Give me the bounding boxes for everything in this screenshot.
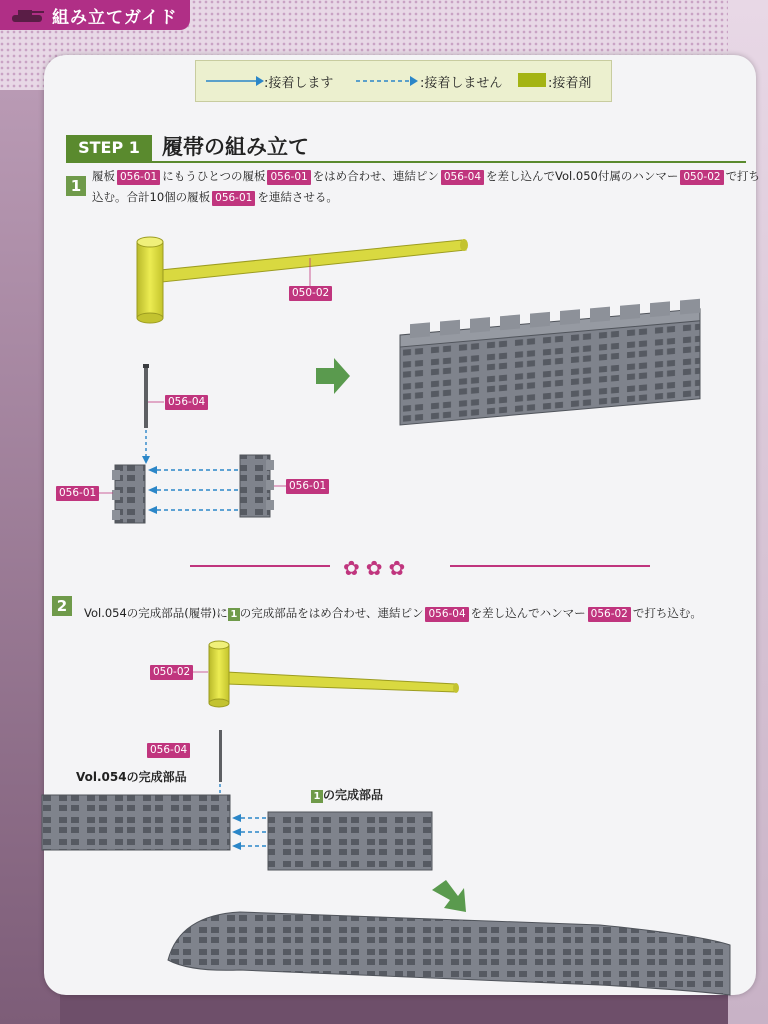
step-title: 履帯の組み立て bbox=[162, 135, 309, 159]
part-tag: 056-04 bbox=[441, 170, 484, 185]
text-segment: の完成部品をはめ合わせ、連結ピン bbox=[239, 606, 424, 620]
text-segment: Vol.054の完成部品(履帯)に bbox=[84, 606, 228, 620]
text-segment: 込む。合計10個の履板 bbox=[92, 190, 211, 204]
vol054-track-illustration bbox=[42, 795, 230, 850]
pin-2-illustration bbox=[216, 730, 224, 803]
final-track-illustration bbox=[168, 912, 730, 995]
text-segment: を差し込んでVol.050付属のハンマー bbox=[486, 169, 679, 183]
legend-glued: :接着します bbox=[264, 76, 334, 91]
instruction-2-number: 2 bbox=[52, 596, 72, 616]
instruction-2-line bbox=[84, 605, 702, 622]
component-label-step1 bbox=[311, 786, 383, 803]
insert-arrowheads bbox=[232, 814, 241, 850]
component-label-vol054: Vol.054の完成部品 bbox=[76, 770, 187, 784]
insert-arrows bbox=[240, 818, 266, 846]
part-tag: 056-02 bbox=[588, 607, 631, 622]
track-link-left-illustration bbox=[95, 465, 145, 523]
track-link-right-illustration bbox=[240, 455, 286, 517]
part-tag: 056-01 bbox=[267, 170, 310, 185]
header-title: 組み立てガイド bbox=[52, 8, 178, 28]
hammer-1-illustration bbox=[137, 237, 468, 323]
instruction-1-number: 1 bbox=[66, 176, 86, 196]
part-label-hammer-2: 050-02 bbox=[150, 665, 193, 680]
part-label-link-left: 056-01 bbox=[56, 486, 99, 501]
part-tag: 056-01 bbox=[212, 191, 255, 206]
step-label: STEP 1 bbox=[66, 135, 152, 161]
flower-icon: ✿✿✿ bbox=[343, 556, 412, 580]
not-glued-arrows bbox=[156, 470, 238, 510]
hammer-2-illustration bbox=[190, 641, 459, 707]
arrow-down-right-icon bbox=[432, 880, 466, 912]
step-ref-badge: 1 bbox=[228, 608, 240, 621]
part-label-link-right: 056-01 bbox=[286, 479, 329, 494]
part-label-hammer: 050-02 bbox=[289, 286, 332, 301]
part-tag: 050-02 bbox=[680, 170, 723, 185]
part-label-pin: 056-04 bbox=[165, 395, 208, 410]
part-tag: 056-04 bbox=[425, 607, 468, 622]
arrow-right-icon bbox=[316, 358, 350, 394]
text-segment: をはめ合わせ、連結ピン bbox=[312, 169, 439, 183]
text-segment: を連結させる。 bbox=[257, 190, 338, 204]
part-tag: 056-01 bbox=[117, 170, 160, 185]
component-label-text: の完成部品 bbox=[323, 788, 384, 802]
pin-1-illustration bbox=[142, 364, 164, 464]
step-ref-badge: 1 bbox=[311, 790, 323, 803]
part-label-pin-2: 056-04 bbox=[147, 743, 190, 758]
divider-right bbox=[450, 565, 650, 567]
text-segment: 履板 bbox=[92, 169, 115, 183]
text-segment: で打ち bbox=[725, 169, 761, 183]
arrowheads bbox=[148, 466, 157, 514]
divider-left bbox=[190, 565, 330, 567]
legend-glue: :接着剤 bbox=[548, 76, 592, 91]
text-segment: にもうひとつの履板 bbox=[162, 169, 266, 183]
text-segment: を差し込んでハンマー bbox=[470, 606, 586, 620]
legend-not-glued: :接着しません bbox=[420, 76, 503, 91]
assembled-track-illustration bbox=[400, 299, 700, 425]
text-segment: で打ち込む。 bbox=[632, 606, 702, 620]
step1-track-illustration bbox=[268, 812, 432, 870]
